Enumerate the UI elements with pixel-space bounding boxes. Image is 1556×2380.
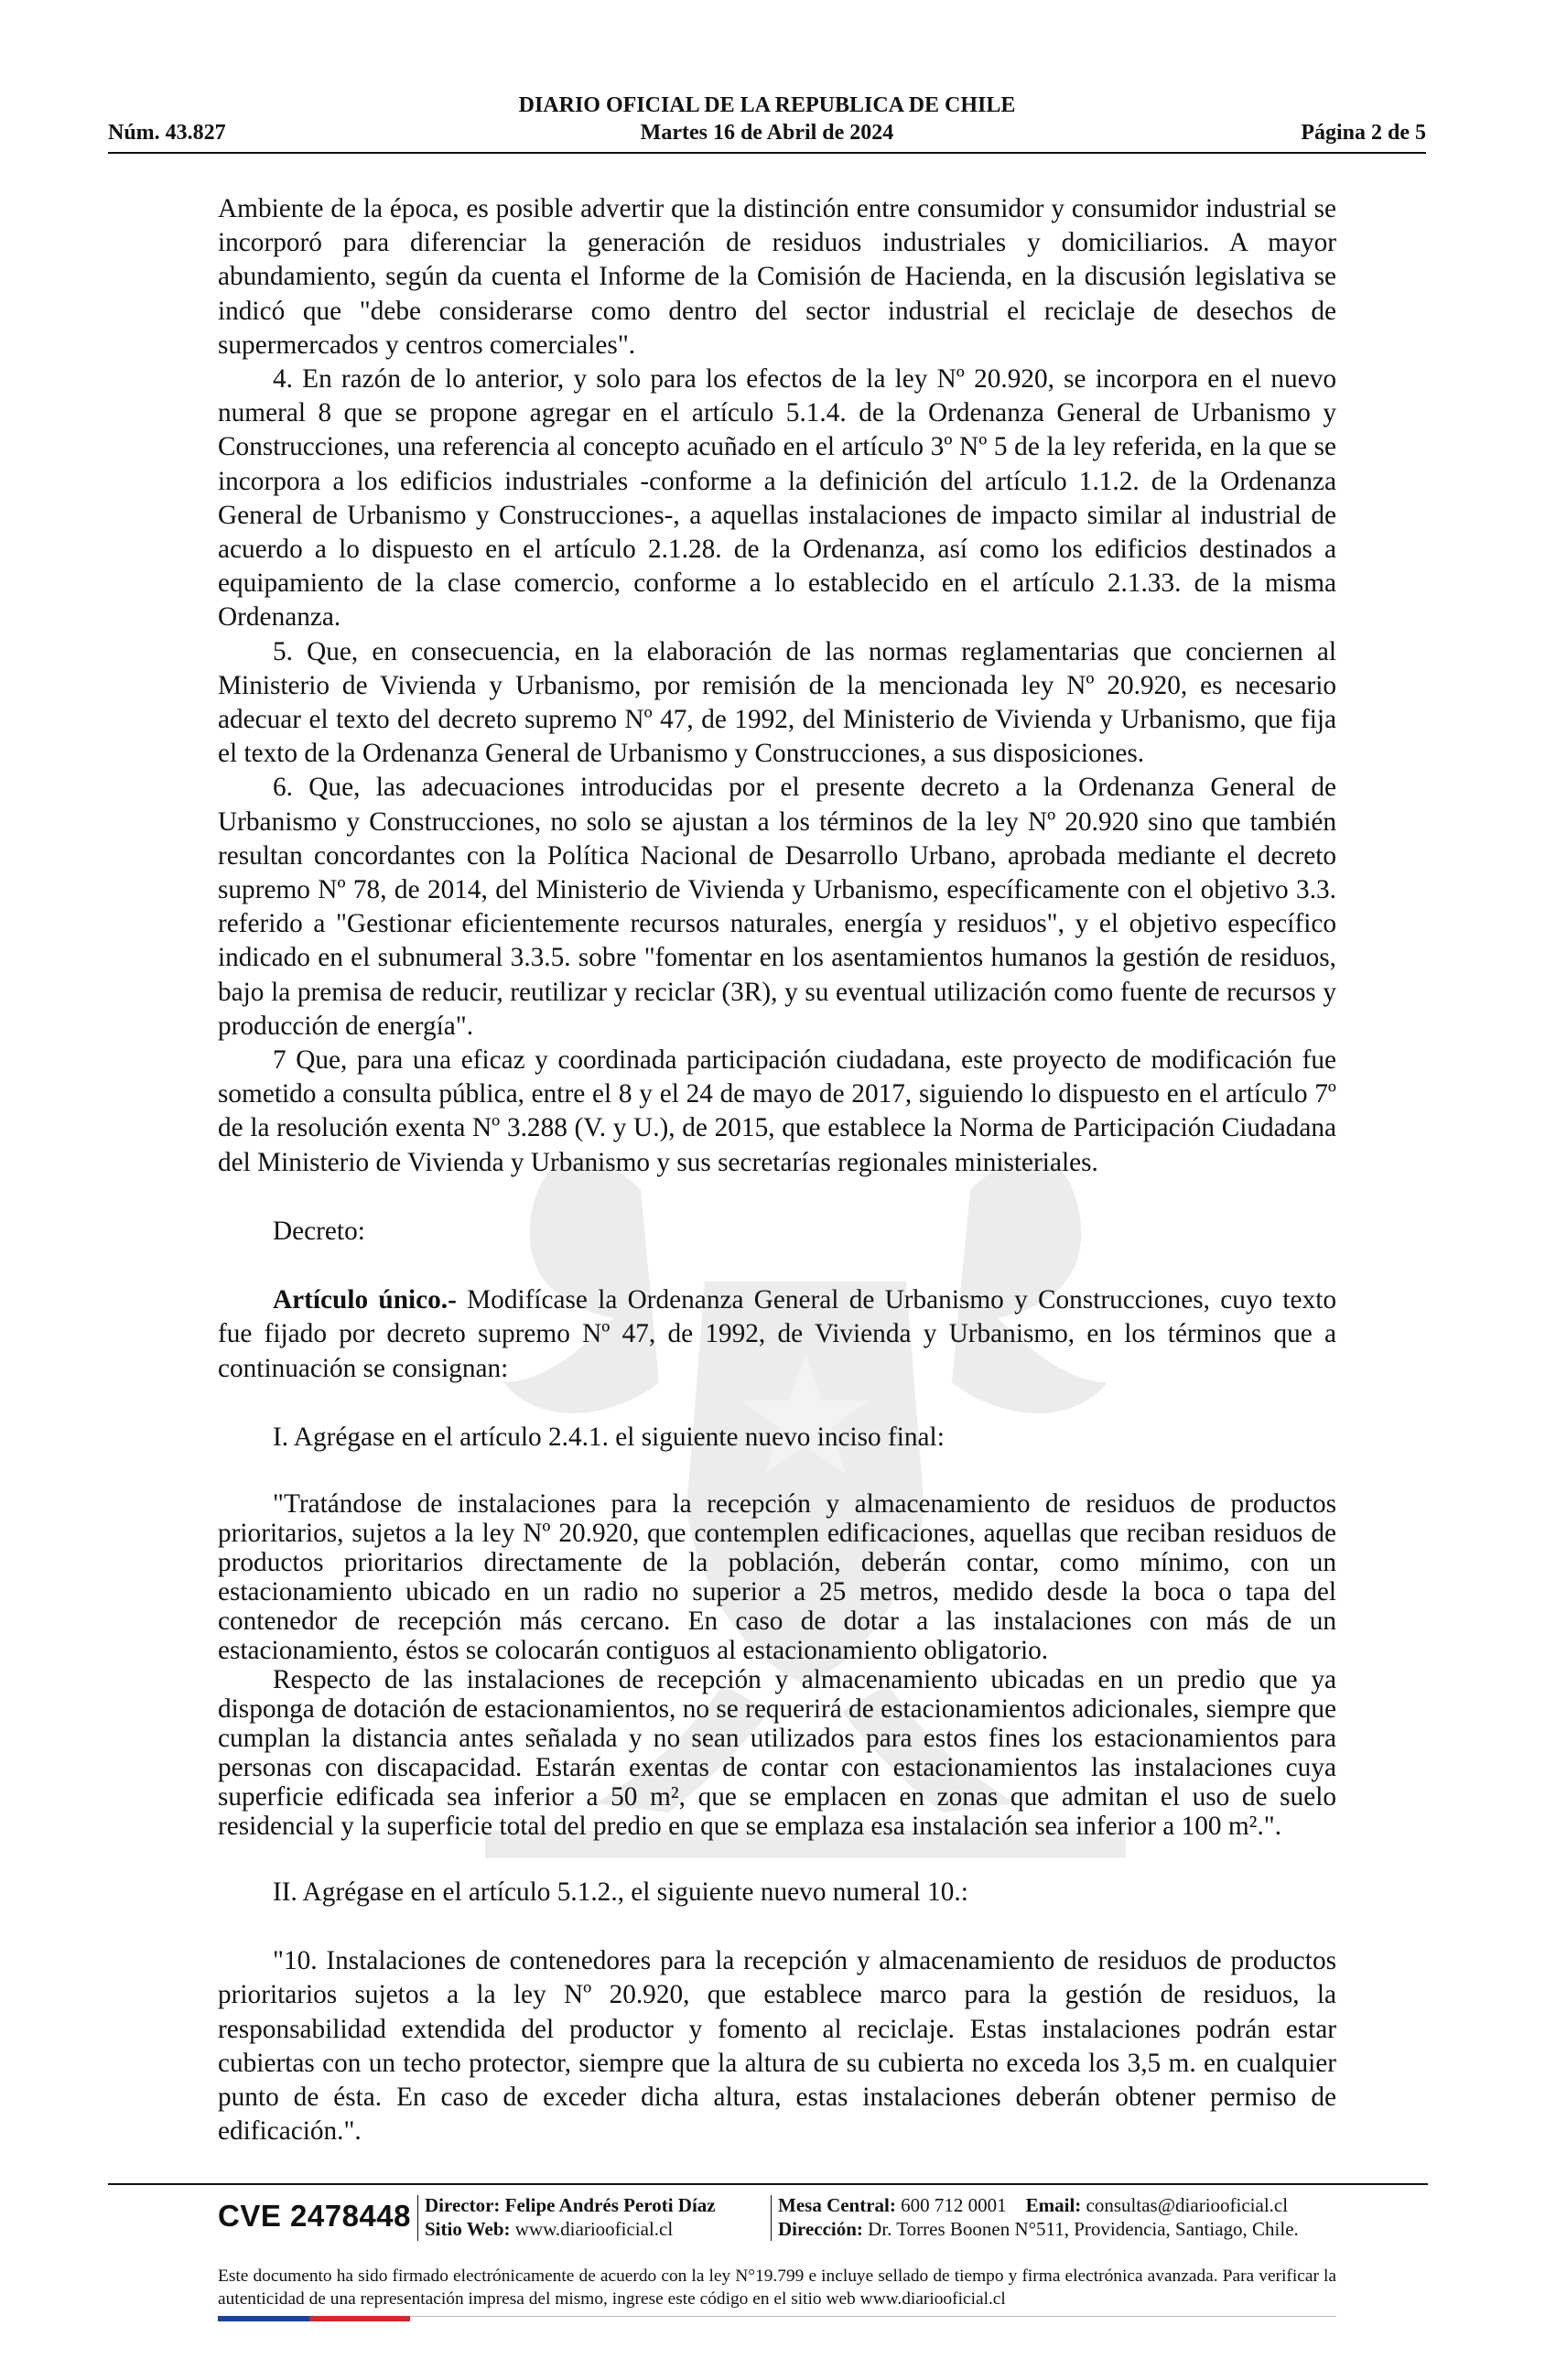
footer-separator bbox=[771, 2195, 772, 2241]
document-body bbox=[218, 192, 1336, 2148]
phone-number: 600 712 0001 bbox=[901, 2194, 1007, 2216]
quoted-paragraph: Respecto de las instalaciones de recepción y almacenamiento ubicadas en un predio que ya disponga de dotación de estacionamientos, no se requerirá de estacionamientos adicionales, siempre que cumplan la distancia antes señalada y no sean utilizados para estos fines los estacionamientos para personas con discapacidad. Estarán exentas de contar con estacionamientos las instalaciones cuya superficie edificada sea inferior a 50 m², que se emplacen en zonas que admitan el uso de suelo residencial y la superficie total del predio en que se emplaza esa instalación sea inferior a 100 m².". bbox=[218, 1664, 1336, 1841]
flag-stripe-blue bbox=[218, 2316, 309, 2321]
paragraph: 7 Que, para una eficaz y coordinada participación ciudadana, este proyecto de modificación fue sometido a consulta pública, entre el 8 y el 24 de mayo de 2017, siguiendo lo dispuesto en el artículo 7º de la resolución exenta Nº 3.288 (V. y U.), de 2015, que establece la Norma de Participación Ciudadana del Ministerio de Vivienda y Urbanismo y sus secretarías regionales ministeriales. bbox=[218, 1045, 1336, 1177]
signature-disclaimer: Este documento ha sido firmado electrónicamente de acuerdo con la ley N°19.799 e incluye sellado de tiempo y firma electrónica avanzada. Para verificar la autenticidad de una representación impresa del mismo, ingrese este código en el sitio web www.diariooficial.cl bbox=[218, 2266, 1336, 2309]
email-link[interactable]: consultas@diariooficial.cl bbox=[1086, 2194, 1289, 2216]
cve-code: CVE 2478448 bbox=[218, 2199, 411, 2233]
quoted-paragraph: "Tratándose de instalaciones para la recepción y almacenamiento de residuos de productos prioritarios, sujetos a la ley Nº 20.920, que contemplen edificaciones, aquellas que reciban residuos de productos prioritarios directamente de la población, deberán contar, como mínimo, con un estacionamiento ubicado en un radio no superior a 25 metros, medido desde la boca o tapa del contenedor de recepción más cercano. En caso de dotar a las instalaciones con más de un estacionamiento, éstos se colocarán contiguos al estacionamiento obligatorio. bbox=[218, 1488, 1336, 1665]
quoted-paragraph: "10. Instalaciones de contenedores para la recepción y almacenamiento de residuos de productos prioritarios sujetos a la ley Nº 20.920, que establece marco para la gestión de residuos, la responsabilidad extendida del productor y fomento al reciclaje. Estas instalaciones podrán estar cubiertas con un techo protector, siempre que la altura de su cubierta no exceda los 3,5 m. en cualquier punto de ésta. En caso de exceder dicha altura, estas instalaciones deberán obtener permiso de edificación.". bbox=[218, 1946, 1336, 2147]
article-text: Modifícase la Ordenanza General de Urbanismo y Construcciones, cuyo texto fue fijado por decreto supremo Nº 47, de 1992, de Vivienda y Urbanismo, en los términos que a continuación se consignan: bbox=[218, 1285, 1336, 1383]
footer-separator bbox=[417, 2195, 418, 2241]
footer-divider bbox=[108, 2183, 1428, 2185]
address-label: Dirección: bbox=[778, 2218, 863, 2240]
issue-date: Martes 16 de Abril de 2024 bbox=[640, 121, 894, 145]
director-name: Felipe Andrés Peroti Díaz bbox=[504, 2194, 716, 2216]
paragraph: 6. Que, las adecuaciones introducidas por el presente decreto a la Ordenanza General de Urbanismo y Construcciones, no solo se ajustan a los términos de la ley Nº 20.920 sino que también resultan concordantes con la Política Nacional de Desarrollo Urbano, aprobada mediante el decreto supremo Nº 78, de 2014, del Ministerio de Vivienda y Urbanismo, específicamente con el objetivo 3.3. referido a "Gestionar eficientemente recursos naturales, energía y residuos", y el objetivo específico indicado en el subnumeral 3.3.5. sobre "fomentar en los asentamientos humanos la gestión de residuos, bajo la premisa de reducir, reutilizar y reciclar (3R), y su eventual utilización como fuente de recursos y producción de energía". bbox=[218, 773, 1336, 1041]
footer-contact-right bbox=[778, 2193, 1299, 2241]
page-footer bbox=[218, 2191, 1336, 2246]
amendment-intro: I. Agrégase en el artículo 2.4.1. el siguiente nuevo inciso final: bbox=[273, 1422, 945, 1452]
director-label: Director: bbox=[425, 2194, 501, 2216]
decreto-heading: Decreto: bbox=[273, 1216, 365, 1246]
website-label: Sitio Web: bbox=[425, 2218, 511, 2240]
phone-label: Mesa Central: bbox=[778, 2194, 896, 2216]
address-value: Dr. Torres Boonen N°511, Providencia, Santiago, Chile. bbox=[868, 2218, 1299, 2240]
paragraph: Ambiente de la época, es posible advertir que la distinción entre consumidor y consumidor industrial se incorporó para diferenciar la generación de residuos industriales y domiciliarios. A mayor abundamiento, según da cuenta el Informe de la Comisión de Hacienda, en la discusión legislativa se indicó que "debe considerarse como dentro del sector industrial el reciclaje de desechos de supermercados y centros comerciales". bbox=[218, 194, 1336, 360]
article-paragraph bbox=[218, 1283, 1336, 1386]
email-label: Email: bbox=[1025, 2194, 1082, 2216]
paragraph: 5. Que, en consecuencia, en la elaboración de las normas reglamentarias que conciernen al Ministerio de Vivienda y Urbanismo, por remisión de la mencionada ley Nº 20.920, es necesario adecuar el texto del decreto supremo Nº 47, de 1992, del Ministerio de Vivienda y Urbanismo, que fija el texto de la Ordenanza General de Urbanismo y Construcciones, a sus disposiciones. bbox=[218, 636, 1336, 769]
paragraph: 4. En razón de lo anterior, y solo para los efectos de la ley Nº 20.920, se incorpora en el nuevo numeral 8 que se propone agregar en el artículo 5.1.4. de la Ordenanza General de Urbanismo y Construcciones, una referencia al concepto acuñado en el artículo 3º Nº 5 de la ley referida, en la que se incorpora a los edificios industriales -conforme a la definición del artículo 1.1.2. de la Ordenanza General de Urbanismo y Construcciones-, a aquellas instalaciones de impacto similar al industrial de acuerdo a lo dispuesto en el artículo 2.1.28. de la Ordenanza, así como los edificios destinados a equipamiento de la clase comercio, conforme a lo establecido en el artículo 2.1.33. de la misma Ordenanza. bbox=[218, 364, 1336, 633]
amendment-intro: II. Agrégase en el artículo 5.1.2., el siguiente nuevo numeral 10.: bbox=[273, 1877, 968, 1907]
footer-contact-left bbox=[425, 2193, 716, 2241]
issue-number: Núm. 43.827 bbox=[108, 121, 226, 145]
newspaper-title: DIARIO OFICIAL DE LA REPUBLICA DE CHILE bbox=[518, 93, 1016, 117]
page-indicator: Página 2 de 5 bbox=[1301, 121, 1426, 145]
flag-stripe-red bbox=[309, 2316, 410, 2321]
article-label: Artículo único.- bbox=[273, 1285, 457, 1315]
website-link[interactable]: www.diariooficial.cl bbox=[514, 2218, 674, 2240]
page-header bbox=[108, 92, 1426, 154]
